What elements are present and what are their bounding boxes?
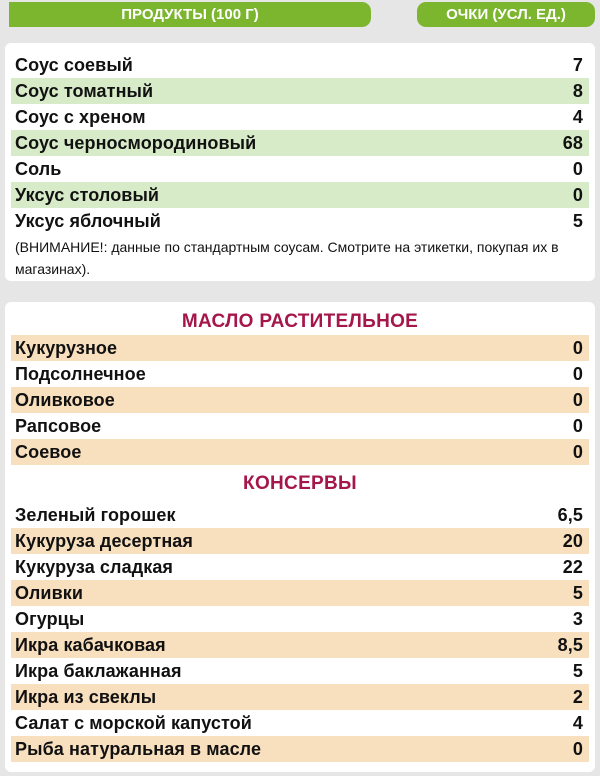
canned-section-title: КОНСЕРВЫ bbox=[243, 473, 357, 494]
product-points: 8 bbox=[572, 81, 583, 101]
product-points: 3 bbox=[572, 609, 583, 629]
table-row bbox=[11, 52, 589, 78]
product-name: Соус черносмородиновый bbox=[15, 133, 257, 153]
table-row bbox=[11, 658, 589, 684]
product-points: 20 bbox=[562, 531, 583, 551]
product-points: 5 bbox=[572, 211, 583, 231]
product-name: Зеленый горошек bbox=[15, 505, 176, 525]
products-column-header: ПРОДУКТЫ (100 Г) bbox=[9, 2, 371, 27]
product-name: Кукуруза десертная bbox=[15, 531, 194, 551]
table-row bbox=[11, 78, 589, 104]
product-points: 7 bbox=[572, 55, 583, 75]
product-points: 6,5 bbox=[557, 505, 583, 525]
product-name: Кукуруза сладкая bbox=[15, 557, 174, 577]
table-row bbox=[11, 361, 589, 387]
table-row bbox=[11, 130, 589, 156]
product-points: 5 bbox=[572, 583, 583, 603]
product-points: 22 bbox=[562, 557, 583, 577]
product-name: Кукурузное bbox=[15, 338, 118, 358]
product-name: Соль bbox=[15, 159, 62, 179]
product-points: 0 bbox=[572, 185, 583, 205]
table-row bbox=[11, 632, 589, 658]
product-points: 0 bbox=[572, 390, 583, 410]
product-name: Икра баклажанная bbox=[15, 661, 182, 681]
table-row bbox=[11, 182, 589, 208]
product-points: 0 bbox=[572, 442, 583, 462]
product-name: Оливковое bbox=[15, 390, 115, 410]
table-row bbox=[11, 208, 589, 234]
oil-canned-card bbox=[5, 302, 595, 772]
table-header bbox=[0, 0, 600, 32]
product-name: Салат с морской капустой bbox=[15, 713, 252, 733]
table-row bbox=[11, 606, 589, 632]
product-name: Огурцы bbox=[15, 609, 85, 629]
product-points: 68 bbox=[562, 133, 583, 153]
product-points: 2 bbox=[572, 687, 583, 707]
points-column-header: ОЧКИ (УСЛ. ЕД.) bbox=[417, 2, 595, 27]
table-row bbox=[11, 502, 589, 528]
product-name: Соевое bbox=[15, 442, 82, 462]
table-row bbox=[11, 736, 589, 762]
product-name: Соус томатный bbox=[15, 81, 154, 101]
table-row bbox=[11, 554, 589, 580]
product-points: 0 bbox=[572, 364, 583, 384]
product-name: Соус с хреном bbox=[15, 107, 146, 127]
product-points: 0 bbox=[572, 416, 583, 436]
product-points: 0 bbox=[572, 739, 583, 759]
table-row bbox=[11, 335, 589, 361]
oil-section-title: МАСЛО РАСТИТЕЛЬНОЕ bbox=[181, 311, 419, 332]
product-name: Соус соевый bbox=[15, 55, 133, 75]
sauces-card bbox=[5, 43, 595, 281]
product-name: Рыба натуральная в масле bbox=[15, 739, 262, 759]
table-row bbox=[11, 104, 589, 130]
table-row bbox=[11, 439, 589, 465]
product-name: Оливки bbox=[15, 583, 84, 603]
table-row bbox=[11, 387, 589, 413]
table-row bbox=[11, 684, 589, 710]
table-row bbox=[11, 710, 589, 736]
product-points: 5 bbox=[572, 661, 583, 681]
product-name: Икра из свеклы bbox=[15, 687, 157, 707]
product-name: Икра кабачковая bbox=[15, 635, 166, 655]
table-row bbox=[11, 580, 589, 606]
product-points: 4 bbox=[572, 713, 583, 733]
product-points: 8,5 bbox=[557, 635, 583, 655]
product-name: Уксус яблочный bbox=[15, 211, 161, 231]
table-row bbox=[11, 413, 589, 439]
product-name: Уксус столовый bbox=[15, 185, 160, 205]
sauces-note: (ВНИМАНИЕ!: данные по стандартным соусам. Смотрите на этикетки, покупая их в магазинах). bbox=[15, 239, 559, 277]
product-points: 0 bbox=[572, 159, 583, 179]
product-points: 0 bbox=[572, 338, 583, 358]
table-row bbox=[11, 528, 589, 554]
table-row bbox=[11, 156, 589, 182]
product-name: Подсолнечное bbox=[15, 364, 146, 384]
product-name: Рапсовое bbox=[15, 416, 102, 436]
product-points: 4 bbox=[572, 107, 583, 127]
